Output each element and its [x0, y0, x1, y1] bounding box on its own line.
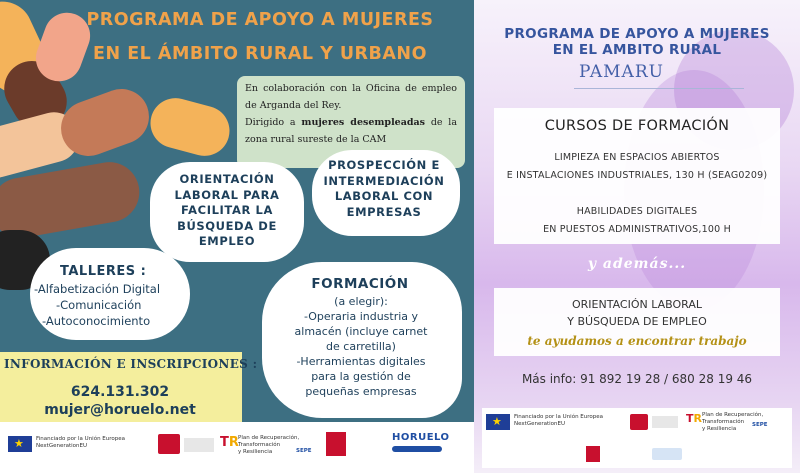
orientation-line: ORIENTACIÓN	[179, 172, 275, 186]
pamaru-label: PAMARU	[579, 62, 664, 82]
course1-line1: LIMPIEZA EN ESPACIOS ABIERTOS	[554, 152, 720, 163]
raised-hand-illustration	[145, 92, 235, 161]
tr-line1: Plan de Recuperación,	[702, 412, 764, 418]
training-line: almacén (incluye carnet	[294, 325, 428, 338]
eu-line2: NextGenerationEU	[514, 421, 565, 427]
email-address[interactable]: mujer@horuelo.net	[44, 402, 196, 418]
collab-text-2-pre: Dirigido a	[245, 117, 302, 128]
course1-line2: E INSTALACIONES INDUSTRIALES, 130 H (SEAG0209)	[506, 170, 768, 181]
orientation-line: FACILITAR LA	[181, 203, 273, 217]
prospection-line: EMPRESAS	[346, 204, 422, 219]
orientation-line: LABORAL PARA	[174, 187, 280, 202]
prospection-line: INTERMEDIACIÓN	[323, 173, 445, 188]
orientation-line: BÚSQUEDA DE	[177, 218, 277, 233]
ministry-logo	[652, 416, 678, 428]
workshop-item: -Comunicación	[56, 298, 142, 312]
collab-text-2-post: de la zona rural sureste de la CAM	[245, 117, 458, 145]
horuelo-logo: HORUELO	[392, 432, 450, 443]
orientation-line1: ORIENTACIÓN LABORAL	[572, 298, 702, 311]
training-list	[268, 294, 454, 399]
tr-line2: Transformación	[702, 419, 745, 425]
workshop-item: -Alfabetización Digital	[34, 282, 161, 296]
orientation-line2: Y BÚSQUEDA DE EMPLEO	[567, 315, 707, 328]
eu-line1: Financiado por la Unión Europea	[514, 414, 604, 420]
prospection-line: PROSPECCIÓN E	[328, 158, 440, 172]
eu-flag-icon	[8, 436, 32, 452]
course2-line1: HABILIDADES DIGITALES	[576, 206, 698, 217]
eu-funding-text	[514, 414, 603, 428]
prospection-line: LABORAL CON	[334, 189, 434, 203]
right-footer-logos	[482, 408, 792, 468]
training-line: de carretilla)	[326, 340, 396, 353]
tr-line1: Plan de Recuperación,	[238, 435, 300, 441]
left-title-line2: EN EL ÁMBITO RURAL Y URBANO	[93, 44, 427, 64]
eu-flag-icon	[486, 414, 510, 430]
training-line: -Herramientas digitales	[296, 355, 426, 368]
right-title-line1: PROGRAMA DE APOYO A MUJERES	[504, 26, 770, 42]
comunidad-madrid-logo	[326, 432, 346, 456]
arganda-logo	[652, 448, 682, 460]
horuelo-wave-icon	[392, 446, 442, 452]
eu-line1: Financiado por la Unión Europea	[36, 436, 126, 442]
more-info-phones[interactable]: Más info: 91 892 19 28 / 680 28 19 46	[521, 372, 753, 386]
spain-government-logo	[630, 414, 648, 430]
left-title-line1: PROGRAMA DE APOYO A MUJERES	[86, 10, 434, 30]
training-line: pequeñas empresas	[305, 385, 417, 398]
tr-line3: y Resiliencia	[238, 449, 273, 455]
eu-funding-text	[36, 436, 125, 450]
divider	[574, 88, 744, 89]
tr-line2: Transformación	[238, 442, 281, 448]
collab-text-2	[245, 114, 457, 148]
help-tagline: te ayudamos a encontrar trabajo	[527, 334, 747, 348]
workshop-item: -Autoconocimiento	[42, 314, 151, 328]
info-title: INFORMACIÓN E INSCRIPCIONES :	[4, 357, 258, 371]
training-line: -Operaria industria y	[303, 310, 419, 323]
recovery-plan-text	[238, 435, 299, 456]
left-footer-logos	[0, 422, 474, 473]
eu-line2: NextGenerationEU	[36, 443, 87, 449]
collab-text-1: En colaboración con la Oficina de empleo de Arganda del Rey.	[245, 83, 457, 111]
comunidad-madrid-logo	[586, 446, 600, 462]
ministry-logo	[184, 438, 214, 452]
training-title: FORMACIÓN	[311, 276, 409, 292]
courses-title: CURSOS DE FORMACIÓN	[544, 118, 730, 134]
tr-logo: TR	[686, 412, 702, 425]
training-line: (a elegir):	[334, 295, 388, 308]
tr-logo: TR	[220, 435, 239, 450]
spain-government-logo	[158, 434, 180, 454]
ademas-text: y además...	[587, 256, 687, 272]
collab-text-2-bold: mujeres desempleadas	[301, 117, 426, 128]
course2-line2: EN PUESTOS ADMINISTRATIVOS,100 H	[543, 224, 731, 235]
phone-number[interactable]: 624.131.302	[70, 384, 170, 400]
tr-line3: y Resiliencia	[702, 426, 737, 432]
prospection-block	[318, 158, 450, 220]
workshops-title: TALLERES :	[60, 264, 147, 279]
right-flyer	[474, 0, 800, 473]
orientation-line: EMPLEO	[198, 234, 256, 248]
orientation-block	[163, 172, 291, 250]
sepe-logo: SEPE	[752, 422, 768, 428]
sepe-logo: SEPE	[296, 448, 312, 454]
right-title-line2: EN EL AMBITO RURAL	[552, 42, 722, 58]
training-line: para la gestión de	[311, 370, 411, 383]
